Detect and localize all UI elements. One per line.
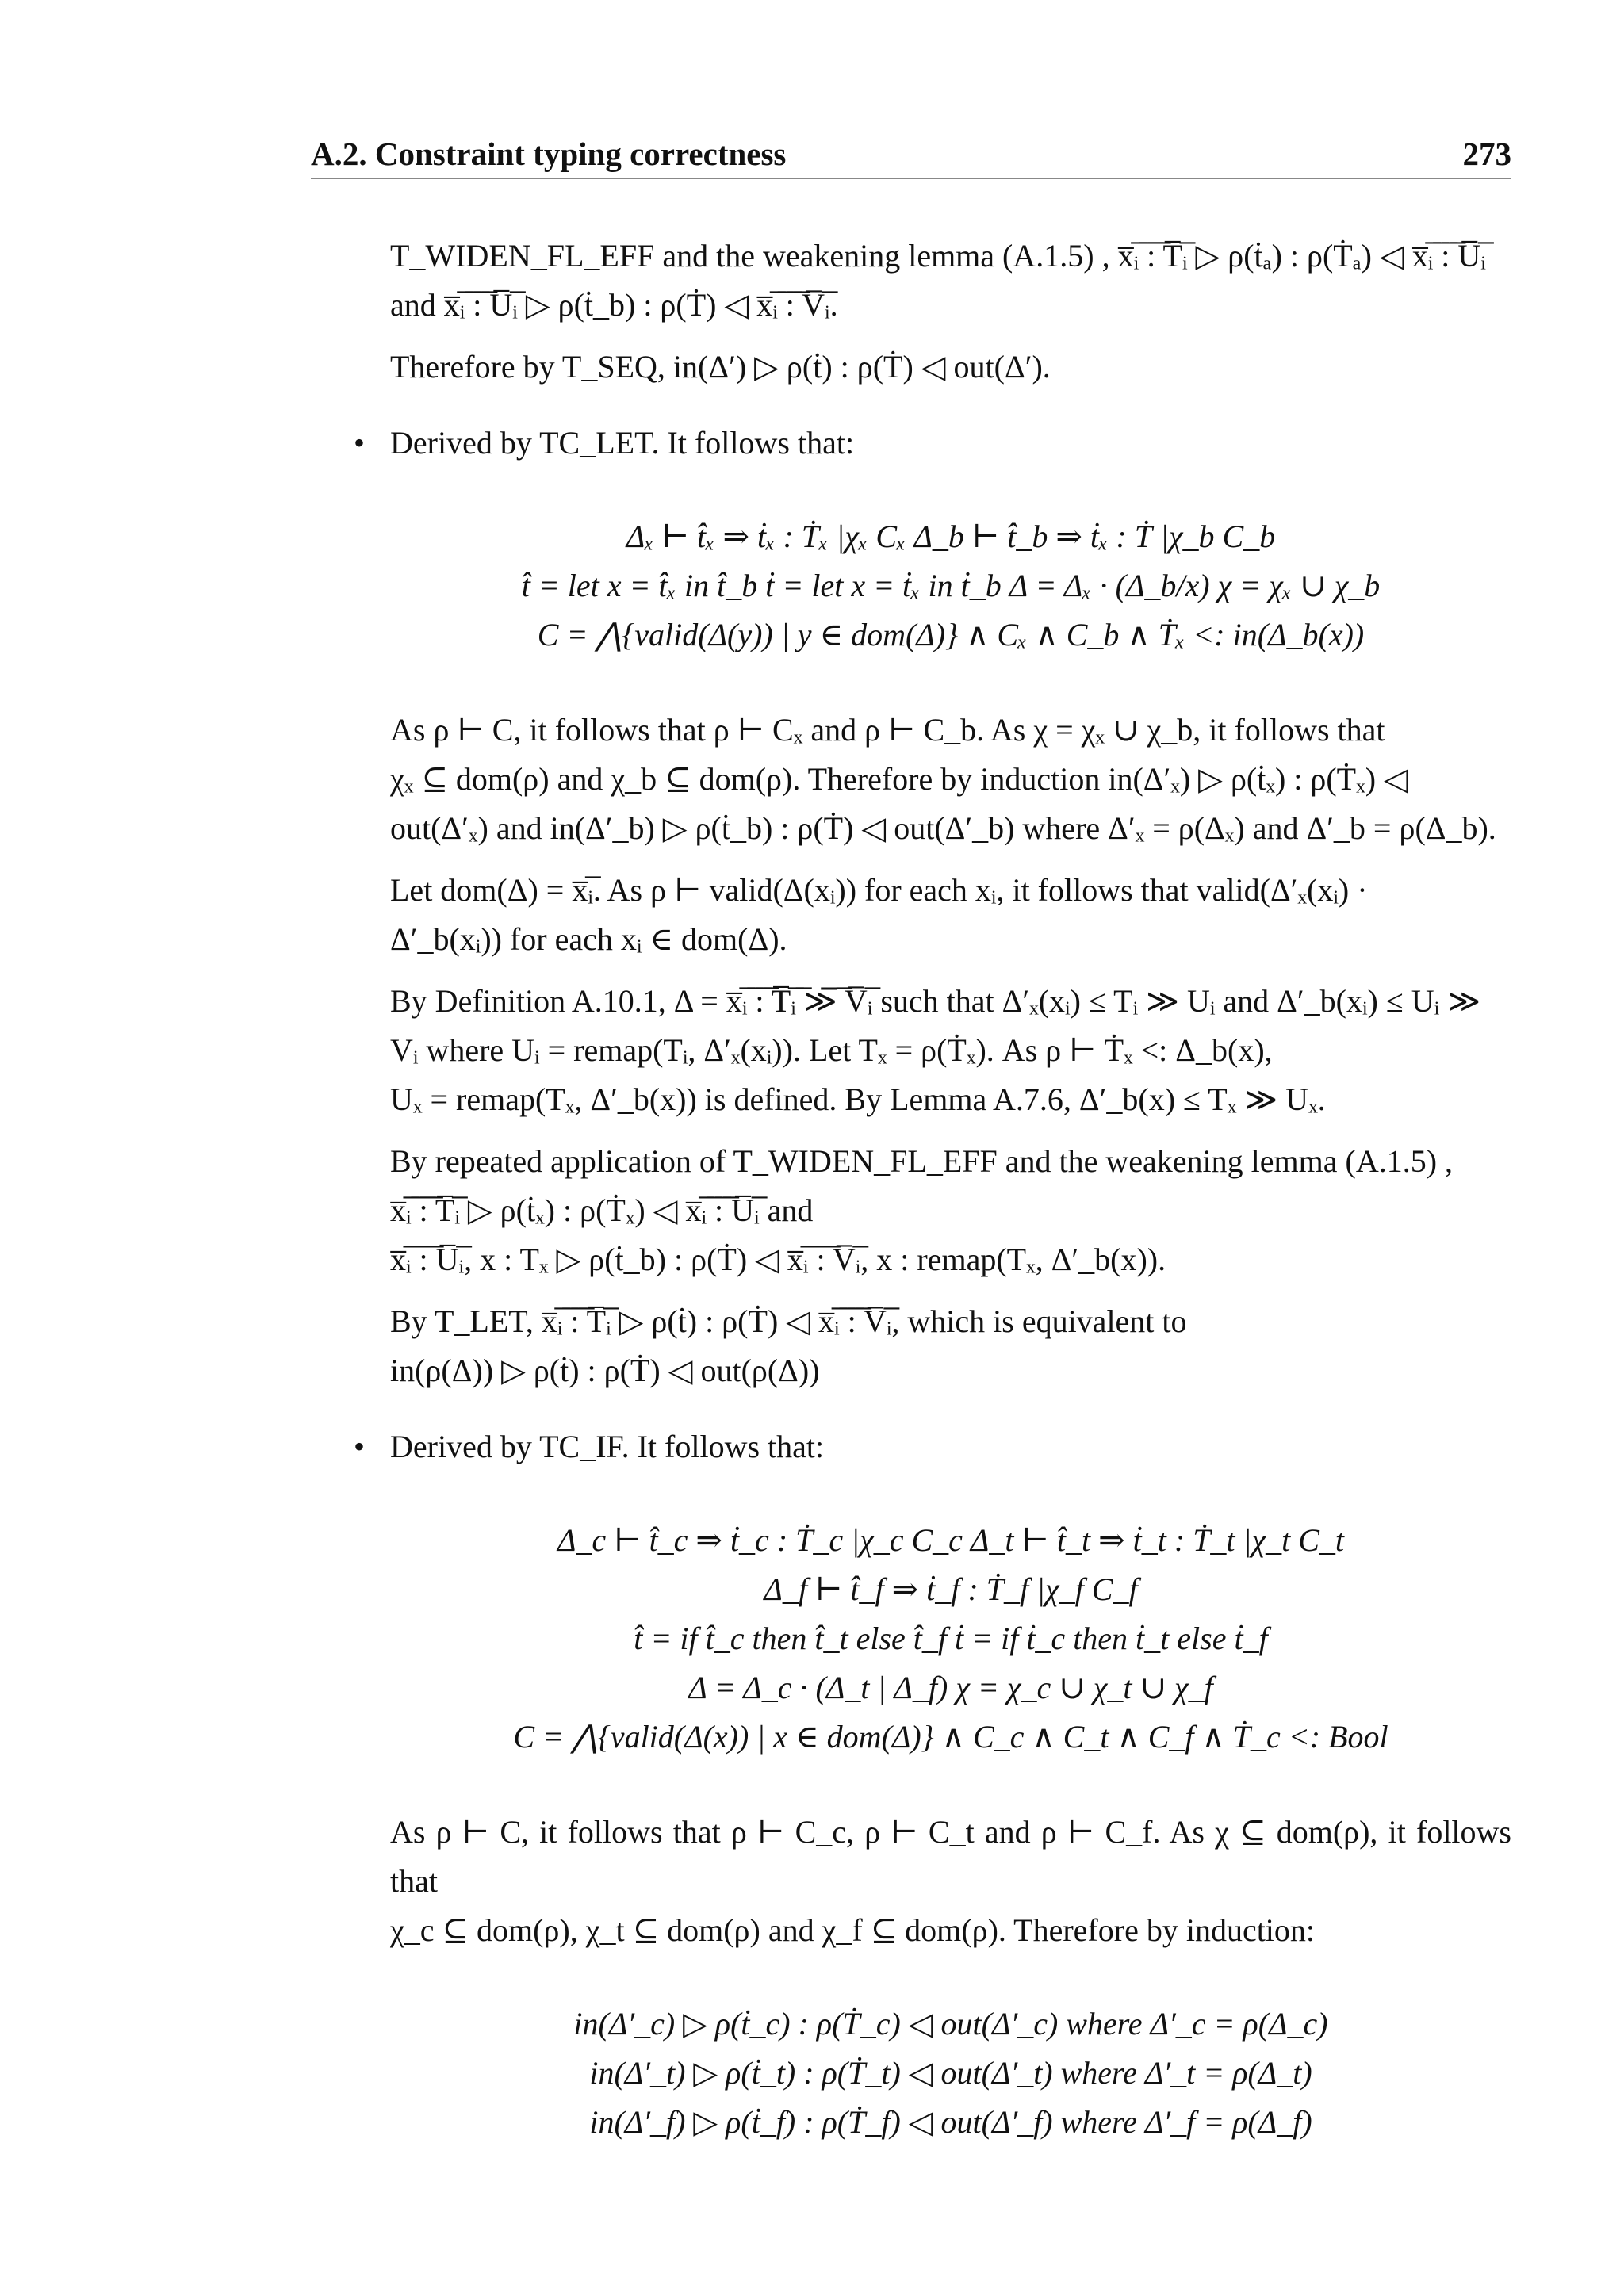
paragraph-tlet bbox=[390, 1297, 1511, 1395]
text-line: Vᵢ where Uᵢ = remap(Tᵢ, Δ′ₓ(xᵢ)). Let Tₓ = ρ(Ṫₓ). As ρ ⊢ Ṫₓ <: Δ_b(x), bbox=[390, 1032, 1273, 1068]
text-line: Let dom(Δ) = x̅ᵢ̅. As ρ ⊢ valid(Δ(xᵢ)) for each xᵢ, it follows that valid(Δ′ₓ(xᵢ) · bbox=[390, 872, 1368, 908]
equation-line: t̂ = let x = t̂ₓ in t̂_b ṫ = let x = ṫₓ in ṫ_b Δ = Δₓ · (Δ_b/x) χ = χₓ ∪ χ_b bbox=[521, 568, 1381, 603]
paragraph-seq bbox=[390, 342, 1511, 392]
equation-line: C = ⋀{valid(Δ(x)) | x ∈ dom(Δ)} ∧ C_c ∧ C_t ∧ C_f ∧ Ṫ_c <: Bool bbox=[513, 1719, 1388, 1755]
bullet-icon: • bbox=[354, 425, 366, 461]
paragraph-induction-if bbox=[390, 1808, 1511, 1955]
text-line: out(Δ′ₓ) and in(Δ′_b) ▷ ρ(ṫ_b) : ρ(Ṫ) ◁ out(Δ′_b) where Δ′ₓ = ρ(Δₓ) and Δ′_b = ρ(Δ_b). bbox=[390, 810, 1496, 846]
bullet-text: Derived by TC_IF. It follows that: bbox=[390, 1429, 825, 1464]
equation-line: Δ = Δ_c · (Δ_t | Δ_f) χ = χ_c ∪ χ_t ∪ χ_f bbox=[688, 1670, 1213, 1705]
section-title: A.2. Constraint typing correctness bbox=[311, 136, 787, 172]
bullet-text: Derived by TC_LET. It follows that: bbox=[390, 425, 855, 461]
paragraph-widen bbox=[390, 232, 1511, 330]
page-body bbox=[354, 232, 1511, 2193]
text-line: Therefore by T_SEQ, in(Δ′) ▷ ρ(ṫ) : ρ(Ṫ) ◁ out(Δ′). bbox=[390, 349, 1051, 385]
equation-line: Δ_f ⊢ t̂_f ⇒ ṫ_f : Ṫ_f |χ_f C_f bbox=[764, 1571, 1138, 1607]
equation-line: t̂ = if t̂_c then t̂_t else t̂_f ṫ = if ṫ_c then ṫ_t else ṫ_f bbox=[634, 1621, 1268, 1656]
text-line: By repeated application of T_WIDEN_FL_EFF and the weakening lemma (A.1.5) , bbox=[390, 1143, 1454, 1179]
text-line: χ_c ⊆ dom(ρ), χ_t ⊆ dom(ρ) and χ_f ⊆ dom(ρ). Therefore by induction: bbox=[390, 1912, 1316, 1948]
text-line: By T_LET, x̅ᵢ̅ ̅:̅ ̅T̅ᵢ̅ ▷ ρ(ṫ) : ρ(Ṫ) ◁ x̅ᵢ̅ ̅:̅ ̅V̅ᵢ̅, which is equivalent to bbox=[390, 1303, 1187, 1339]
text-line: By Definition A.10.1, Δ = x̅ᵢ̅ ̅:̅ ̅T̅ᵢ̅ ̅≫̅ ̅V̅ᵢ̅ such that Δ′ₓ(xᵢ) ≤ Tᵢ ≫ Uᵢ and Δ′_b(xᵢ) ≤ Uᵢ ≫ bbox=[390, 983, 1481, 1019]
paragraph-valid bbox=[390, 866, 1511, 964]
paragraph-definition bbox=[390, 977, 1511, 1124]
text-line: Uₓ = remap(Tₓ, Δ′_b(x)) is defined. By Lemma A.7.6, Δ′_b(x) ≤ Tₓ ≫ Uₓ. bbox=[390, 1081, 1326, 1117]
text-line: As ρ ⊢ C, it follows that ρ ⊢ Cₓ and ρ ⊢ C_b. As χ = χₓ ∪ χ_b, it follows that bbox=[390, 712, 1385, 748]
paragraph-repeated bbox=[390, 1137, 1511, 1284]
text-line: Δ′_b(xᵢ)) for each xᵢ ∈ dom(Δ). bbox=[390, 921, 787, 957]
bullet-item-if bbox=[354, 1422, 1511, 1471]
running-header bbox=[311, 135, 1511, 179]
bullet-icon: • bbox=[354, 1429, 366, 1464]
text-line: T_WIDEN_FL_EFF and the weakening lemma (A.1.5) , x̅ᵢ̅ ̅:̅ ̅T̅ᵢ̅ ▷ ρ(ṫₐ) : ρ(Ṫₐ) ◁ x̅ᵢ̅ ̅:̅ ̅U̅ᵢ̅ bbox=[390, 238, 1486, 274]
text-line: x̅ᵢ̅ ̅:̅ ̅U̅ᵢ̅, x : Tₓ ▷ ρ(ṫ_b) : ρ(Ṫ) ◁ x̅ᵢ̅ ̅:̅ ̅V̅ᵢ̅, x : remap(Tₓ, Δ′_b(x)). bbox=[390, 1242, 1166, 1277]
text-line: and x̅ᵢ̅ ̅:̅ ̅U̅ᵢ̅ ▷ ρ(ṫ_b) : ρ(Ṫ) ◁ x̅ᵢ̅ ̅:̅ ̅V̅ᵢ̅. bbox=[390, 287, 838, 323]
paragraph-induction-let bbox=[390, 706, 1511, 853]
equation-line: Δₓ ⊢ t̂ₓ ⇒ ṫₓ : Ṫₓ |χₓ Cₓ Δ_b ⊢ t̂_b ⇒ ṫₓ : Ṫ |χ_b C_b bbox=[626, 519, 1276, 554]
equation-if-rule bbox=[390, 1516, 1511, 1762]
text-line: χₓ ⊆ dom(ρ) and χ_b ⊆ dom(ρ). Therefore by induction in(Δ′ₓ) ▷ ρ(ṫₓ) : ρ(Ṫₓ) ◁ bbox=[390, 761, 1408, 797]
equation-induction-results bbox=[390, 1999, 1511, 2147]
equation-line: in(Δ′_f) ▷ ρ(ṫ_f) : ρ(Ṫ_f) ◁ out(Δ′_f) where Δ′_f = ρ(Δ_f) bbox=[589, 2104, 1312, 2140]
page-number: 273 bbox=[1462, 136, 1511, 172]
equation-line: C = ⋀{valid(Δ(y)) | y ∈ dom(Δ)} ∧ Cₓ ∧ C_b ∧ Ṫₓ <: in(Δ_b(x)) bbox=[537, 617, 1365, 652]
text-line: x̅ᵢ̅ ̅:̅ ̅T̅ᵢ̅ ▷ ρ(ṫₓ) : ρ(Ṫₓ) ◁ x̅ᵢ̅ ̅:̅ ̅U̅ᵢ̅ and bbox=[390, 1192, 814, 1228]
equation-line: in(Δ′_c) ▷ ρ(ṫ_c) : ρ(Ṫ_c) ◁ out(Δ′_c) where Δ′_c = ρ(Δ_c) bbox=[573, 2006, 1328, 2042]
equation-line: Δ_c ⊢ t̂_c ⇒ ṫ_c : Ṫ_c |χ_c C_c Δ_t ⊢ t̂_t ⇒ ṫ_t : Ṫ_t |χ_t C_t bbox=[557, 1522, 1345, 1558]
text-line: As ρ ⊢ C, it follows that ρ ⊢ C_c, ρ ⊢ C_t and ρ ⊢ C_f. As χ ⊆ dom(ρ), it follows that bbox=[390, 1814, 1511, 1899]
bullet-item-let bbox=[354, 419, 1511, 468]
equation-let-rule bbox=[390, 512, 1511, 660]
equation-line: in(Δ′_t) ▷ ρ(ṫ_t) : ρ(Ṫ_t) ◁ out(Δ′_t) where Δ′_t = ρ(Δ_t) bbox=[589, 2055, 1312, 2091]
text-line: in(ρ(Δ)) ▷ ρ(ṫ) : ρ(Ṫ) ◁ out(ρ(Δ)) bbox=[390, 1353, 820, 1388]
